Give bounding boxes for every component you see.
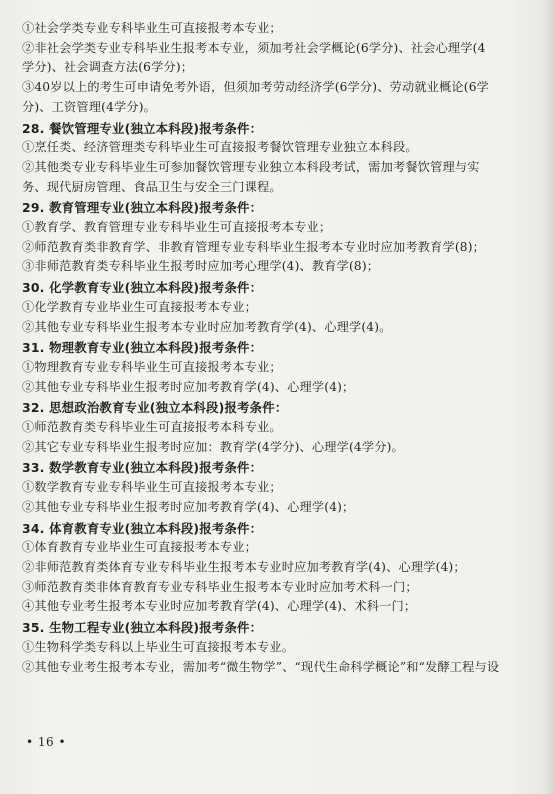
page-number: • 16 • (26, 735, 67, 749)
scan-edge-shadow (544, 0, 554, 794)
text-line: ①物理教育专业专科毕业生可直接报考本专业； (22, 359, 282, 374)
section-heading: 28. 餐饮管理专业(独立本科段)报考条件： (22, 120, 263, 136)
text-line: ②其他类专业专科毕业生可参加餐饮管理专业独立本科段考试，需加考餐饮管理与实 (22, 159, 480, 174)
text-line: ②其它专业专科毕业生报考时应加：教育学(4学分)、心理学(4学分)。 (22, 439, 404, 454)
text-line: ①教育学、教育管理专业专科毕业生可直接报考本专业； (22, 220, 332, 235)
text-line: 分)、工资管理(4学分)。 (22, 99, 157, 114)
text-line: ②其他专业专科毕业生报考时应加考教育学(4)、心理学(4)； (22, 499, 355, 514)
section-heading: 30. 化学教育专业(独立本科段)报考条件： (22, 280, 263, 296)
text-line: ②非社会学类专业专科毕业生报考本专业，须加考社会学概论(6学分)、社会心理学(4 (22, 40, 486, 55)
text-line: 学分)、社会调查方法(6学分)； (22, 60, 194, 75)
text-line: 务、现代厨房管理、食品卫生与安全三门课程。 (22, 179, 282, 194)
text-line: ②其他专业专科毕业生报考本专业时应加考教育学(4)、心理学(4)。 (22, 319, 392, 334)
page-content (22, 19, 530, 677)
section-heading: 32. 思想政治教育专业(独立本科段)报考条件： (22, 400, 288, 416)
section-heading: 35. 生物工程专业(独立本科段)报考条件： (22, 620, 263, 636)
section-heading: 33. 数学教育专业(独立本科段)报考条件： (22, 460, 263, 476)
text-line: ③师范教育类非体育教育专业专科毕业生报考本专业时应加考术科一门； (22, 579, 418, 594)
text-line: ①烹任类、经济管理类专科毕业生可直接报考餐饮管理专业独立本科段。 (22, 140, 418, 155)
text-line: ①师范教育类专科毕业生可直接报考本科专业。 (22, 420, 282, 435)
text-line: ①化学教育专业毕业生可直接报考本专业； (22, 299, 257, 314)
section-heading: 31. 物理教育专业(独立本科段)报考条件： (22, 340, 263, 356)
text-line: ①社会学类专业专科毕业生可直接报考本专业； (22, 21, 282, 35)
text-line: ①生物科学类专科以上毕业生可直接报考本专业。 (22, 639, 295, 654)
text-line: ②非师范教育类体育专业专科毕业生报考本专业时应加考教育学(4)、心理学(4)； (22, 559, 466, 574)
text-line: ③非师范教育类专科毕业生报考时应加考心理学(4)、教育学(8)； (22, 259, 380, 274)
text-line: ③40岁以上的考生可申请免考外语，但须加考劳动经济学(6学分)、劳动就业概论(6学 (22, 80, 490, 95)
text-line: ②其他专业考生报考本专业，需加考“微生物学”、“现代生命科学概论”和“发酵工程与设 (22, 659, 500, 674)
text-line: ①数学教育专业专科毕业生可直接报考本专业； (22, 480, 282, 495)
section-heading: 29. 教育管理专业(独立本科段)报考条件： (22, 200, 263, 216)
section-heading: 34. 体育教育专业(独立本科段)报考条件： (22, 520, 263, 536)
text-line: ①体育教育专业毕业生可直接报考本专业； (22, 540, 257, 555)
text-line: ②其他专业专科毕业生报考时应加考教育学(4)、心理学(4)； (22, 379, 355, 394)
text-line: ④其他专业考生报考本专业时应加考教育学(4)、心理学(4)、术科一门； (22, 599, 417, 614)
text-line: ②师范教育类非教育学、非教育管理专业专科毕业生报考本专业时应加考教育学(8)； (22, 239, 486, 254)
